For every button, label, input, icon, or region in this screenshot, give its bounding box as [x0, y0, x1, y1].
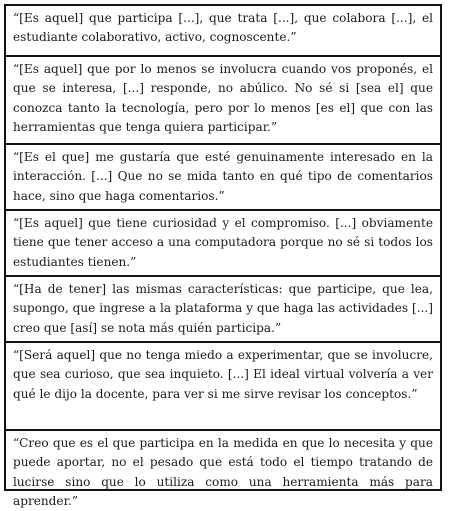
- quote-row: “[Es aquel] que tiene curiosidad y el compromiso. [...] obviamente tiene que tener acceso a una computadora porque no sé si todos los estudiantes tienen.”: [6, 209, 440, 275]
- quote-row: “[Es el que] me gustaría que esté genuinamente interesado en la interacción. [...] Que no se mida tanto en qué tipo de comentarios hace, sino que haga comentarios.”: [6, 143, 440, 209]
- quote-row: “Creo que es el que participa en la medida en que lo necesita y que puede aportar, no el pesado que está todo el tiempo tratando de lucirse sino que lo utiliza como una herramienta más para aprender.”: [6, 429, 440, 489]
- quote-row: “[Es aquel] que por lo menos se involucra cuando vos proponés, el que se interesa, [...] responde, no abúlico. No sé si [sea el] que conozca tanto la tecnología, pero por lo menos [es el] que con las herramientas que tenga quiera participar.”: [6, 55, 440, 143]
- quote-row: “[Ha de tener] las mismas características: que participe, que lea, supongo, que ingrese a la plataforma y que haga las actividades [...] creo que [así] se nota más quién participa.”: [6, 275, 440, 341]
- quote-row: “[Es aquel] que participa [...], que trata [...], que colabora [...], el estudiante colaborativo, activo, cognoscente.”: [13, 11, 433, 45]
- quotes-table: [4, 4, 442, 508]
- quote-row: “[Será aquel] que no tenga miedo a experimentar, que se involucre, que sea curioso, que sea inquieto. [...] El ideal virtual volvería a ver qué le dijo la docente, para ver si me sirve revisar los conceptos.”: [6, 341, 440, 429]
